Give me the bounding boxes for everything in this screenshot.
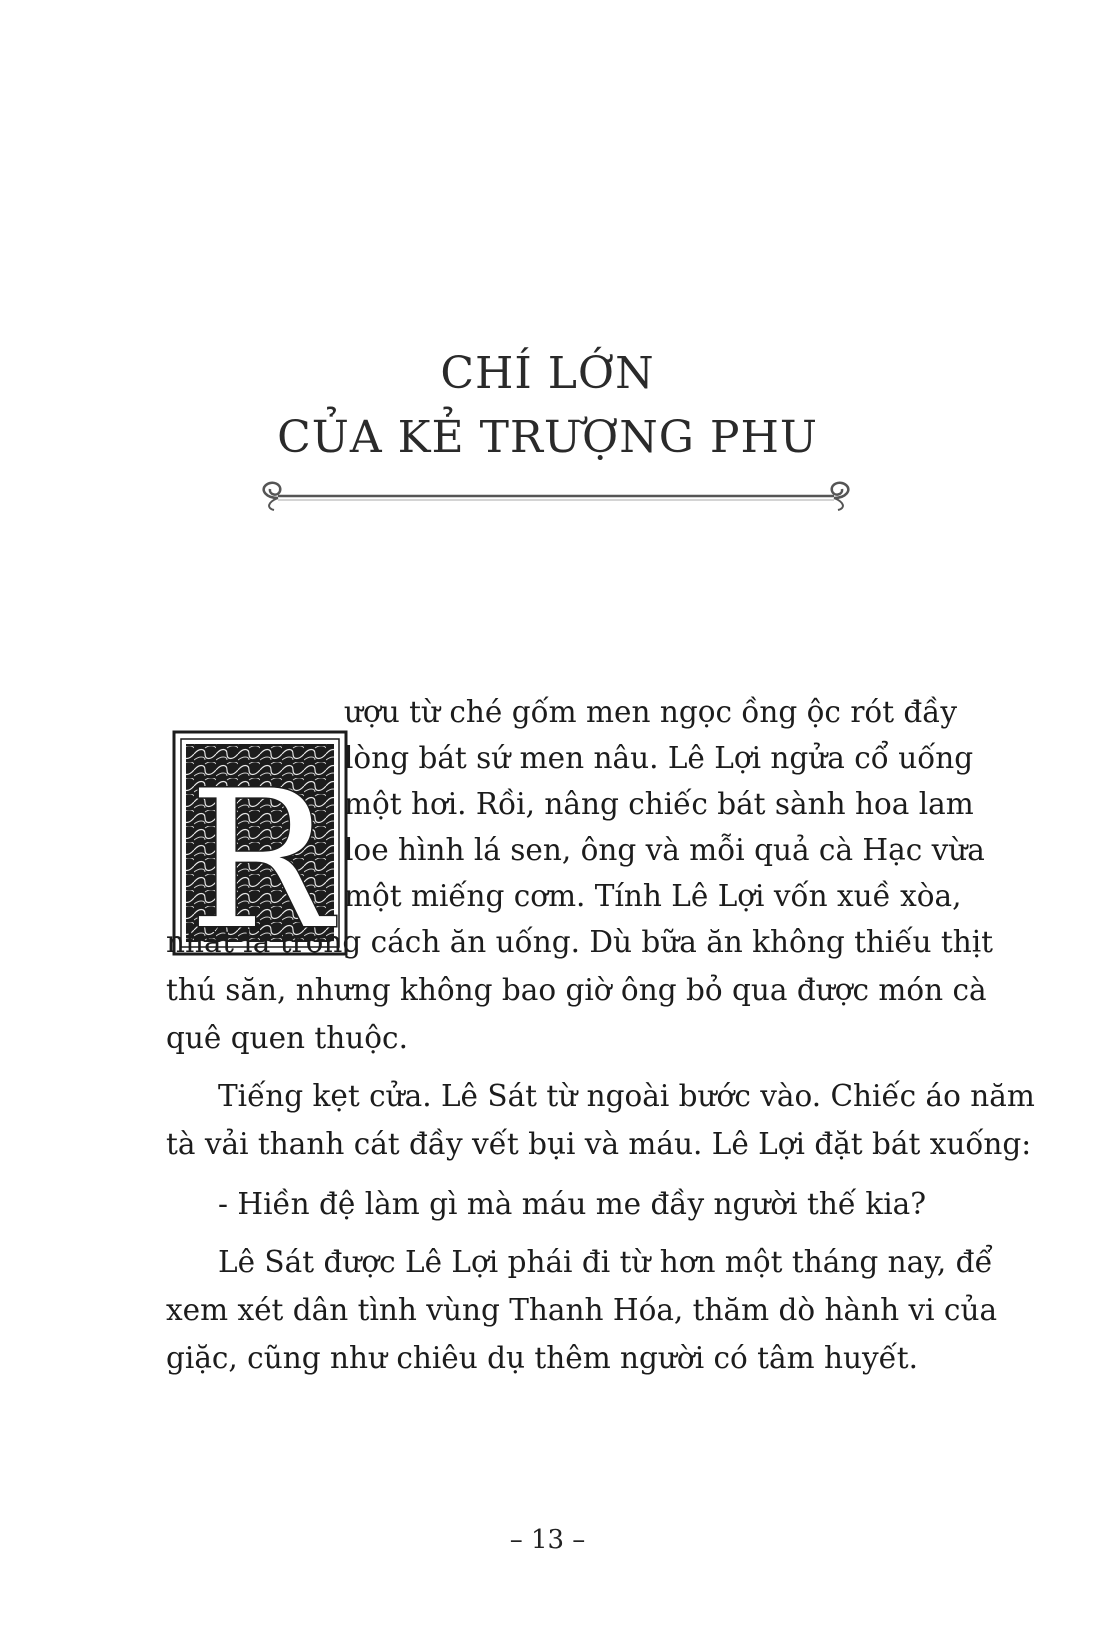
text-line: tà vải thanh cát đầy vết bụi và máu. Lê Lợi đặt bát xuống: bbox=[166, 1127, 1032, 1161]
text-line: loe hình lá sen, ông và mỗi quả cà Hạc vừa bbox=[344, 833, 985, 867]
chapter-title-line-1: CHÍ LỚN bbox=[440, 348, 655, 399]
page-number: – 13 – bbox=[509, 1525, 586, 1555]
text-line: giặc, cũng như chiêu dụ thêm người có tâm huyết. bbox=[166, 1341, 919, 1375]
text-line: nhất là trong cách ăn uống. Dù bữa ăn không thiếu thịt bbox=[166, 925, 994, 959]
drop-cap-letter: R bbox=[188, 750, 332, 956]
text-line: thú săn, nhưng không bao giờ ông bỏ qua được món cà bbox=[166, 973, 987, 1007]
title-divider-ornament bbox=[256, 480, 856, 514]
text-line: một hơi. Rồi, nâng chiếc bát sành hoa lam bbox=[344, 787, 974, 821]
text-line: - Hiền đệ làm gì mà máu me đầy người thế kia? bbox=[218, 1187, 927, 1221]
text-line: Lê Sát được Lê Lợi phái đi từ hơn một tháng nay, để bbox=[218, 1245, 993, 1279]
text-line: lòng bát sứ men nâu. Lê Lợi ngửa cổ uống bbox=[344, 741, 974, 775]
text-line: quê quen thuộc. bbox=[166, 1021, 408, 1055]
text-line: ượu từ ché gốm men ngọc ồng ộc rót đầy bbox=[344, 695, 958, 729]
text-line: một miếng cơm. Tính Lê Lợi vốn xuề xòa, bbox=[344, 879, 962, 913]
text-line: xem xét dân tình vùng Thanh Hóa, thăm dò hành vi của bbox=[166, 1293, 998, 1327]
text-line: Tiếng kẹt cửa. Lê Sát từ ngoài bước vào. Chiếc áo năm bbox=[218, 1079, 1035, 1113]
chapter-title-line-2: CỦA KẺ TRƯỢNG PHU bbox=[277, 412, 818, 463]
